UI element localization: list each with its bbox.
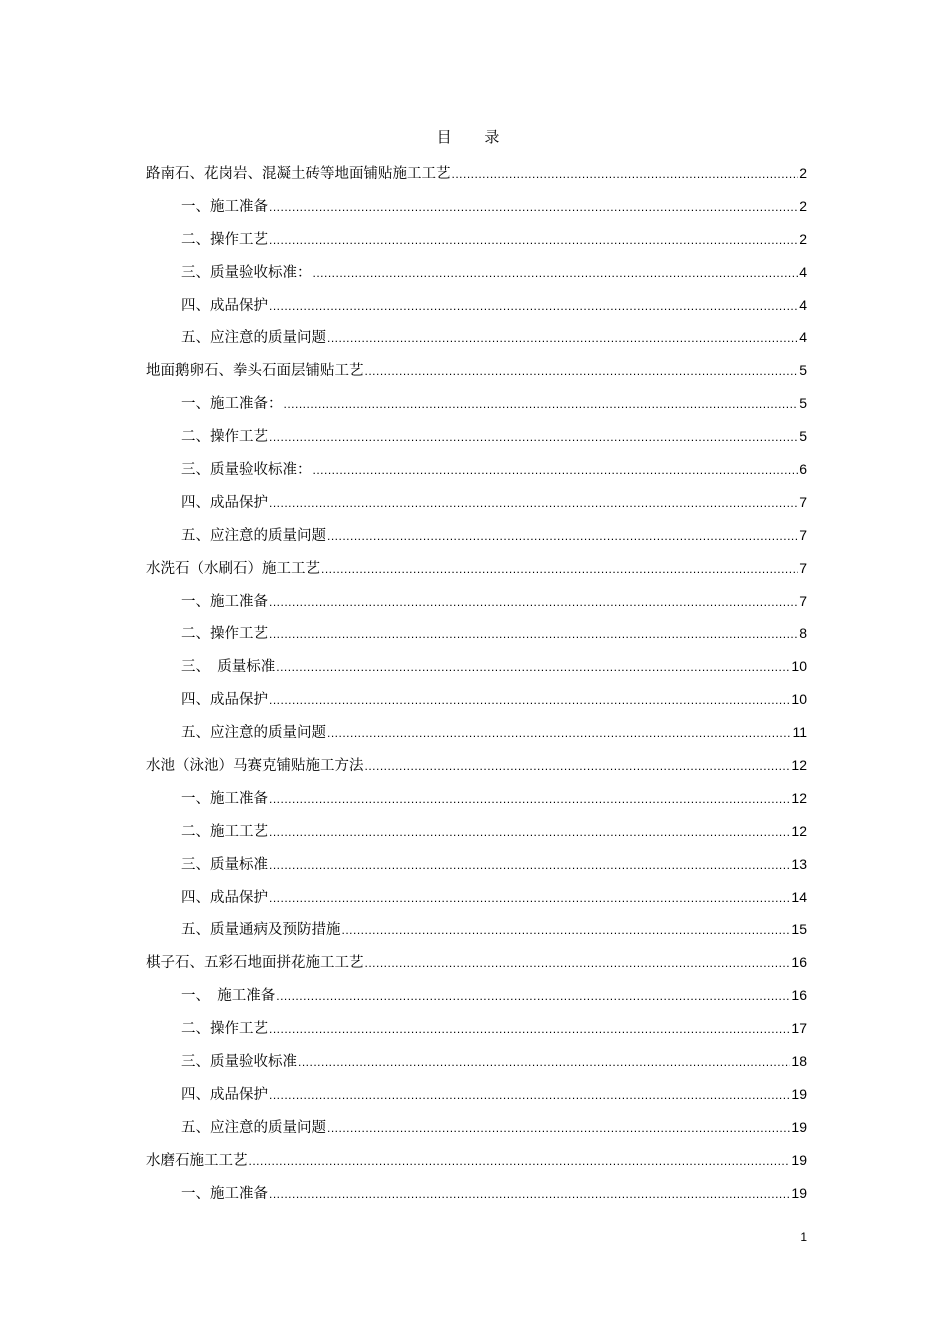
toc-subsection-entry[interactable] bbox=[146, 261, 807, 294]
toc-section-entry[interactable] bbox=[146, 951, 807, 984]
toc-subsection-entry[interactable] bbox=[146, 820, 807, 853]
toc-dot-leader bbox=[327, 327, 798, 349]
toc-entry-label: 水池（泳池）马赛克铺贴施工方法 bbox=[146, 758, 364, 775]
toc-subsection-entry[interactable] bbox=[146, 787, 807, 820]
toc-entry-label: 水磨石施工工艺 bbox=[146, 1152, 248, 1169]
toc-dot-leader bbox=[365, 360, 799, 382]
toc-dot-leader bbox=[269, 426, 798, 448]
toc-entry-page: 12 bbox=[791, 789, 807, 806]
toc-subsection-entry[interactable] bbox=[146, 195, 807, 228]
toc-dot-leader bbox=[269, 854, 790, 876]
toc-entry-page: 5 bbox=[799, 395, 807, 412]
toc-entry-page: 6 bbox=[799, 461, 807, 478]
toc-entry-label: 路南石、花岗岩、混凝土砖等地面铺贴施工工艺 bbox=[146, 166, 451, 182]
toc-entry-page: 7 bbox=[799, 526, 807, 543]
toc-subsection-entry[interactable] bbox=[146, 524, 807, 557]
toc-dot-leader bbox=[269, 821, 790, 843]
toc-entry-page: 18 bbox=[791, 1053, 807, 1070]
toc-subsection-entry[interactable] bbox=[146, 491, 807, 524]
toc-dot-leader bbox=[342, 919, 791, 941]
toc-entry-page: 2 bbox=[799, 197, 807, 214]
toc-entry-label: 四、成品保护 bbox=[181, 692, 268, 709]
toc-entry-label: 二、操作工艺 bbox=[181, 429, 268, 446]
toc-entry-label: 五、应注意的质量问题 bbox=[181, 725, 326, 742]
toc-entry-label: 五、应注意的质量问题 bbox=[181, 330, 326, 347]
toc-entry-label: 三、质量验收标准： bbox=[181, 462, 312, 479]
toc-title: 目 录 bbox=[436, 128, 514, 146]
toc-subsection-entry[interactable] bbox=[146, 853, 807, 886]
toc-dot-leader bbox=[365, 755, 791, 777]
toc-subsection-entry[interactable] bbox=[146, 326, 807, 359]
toc-section-entry[interactable] bbox=[146, 1149, 807, 1182]
toc-dot-leader bbox=[321, 558, 798, 580]
toc-entry-page: 14 bbox=[791, 888, 807, 905]
toc-entry-page: 11 bbox=[792, 724, 807, 741]
toc-dot-leader bbox=[284, 393, 799, 415]
toc-entry-label: 四、成品保护 bbox=[181, 1086, 268, 1103]
toc-entry-page: 4 bbox=[799, 329, 807, 346]
toc-section-entry[interactable] bbox=[146, 162, 807, 195]
toc-dot-leader bbox=[269, 1018, 790, 1040]
toc-entry-page: 12 bbox=[791, 757, 807, 774]
toc-entry-page: 17 bbox=[791, 1020, 807, 1037]
toc-dot-leader bbox=[269, 196, 798, 218]
toc-entry-label: 水洗石（水刷石）施工工艺 bbox=[146, 560, 320, 577]
toc-subsection-entry[interactable] bbox=[146, 721, 807, 754]
toc-dot-leader bbox=[313, 262, 799, 284]
toc-subsection-entry[interactable] bbox=[146, 1083, 807, 1116]
toc-subsection-entry[interactable] bbox=[146, 886, 807, 919]
toc-dot-leader bbox=[298, 1051, 790, 1073]
toc-dot-leader bbox=[276, 656, 790, 678]
toc-entry-page: 2 bbox=[799, 165, 807, 181]
toc-subsection-entry[interactable] bbox=[146, 228, 807, 261]
toc-entry-page: 5 bbox=[799, 362, 807, 379]
toc-entry-label: 二、操作工艺 bbox=[181, 231, 268, 248]
toc-dot-leader bbox=[269, 689, 790, 711]
toc-entry-page: 4 bbox=[799, 263, 807, 280]
toc-subsection-entry[interactable] bbox=[146, 425, 807, 458]
toc-entry-page: 19 bbox=[791, 1085, 807, 1102]
toc-entry-page: 7 bbox=[799, 493, 807, 510]
toc-entry-label: 一、施工准备： bbox=[181, 396, 283, 413]
toc-subsection-entry[interactable] bbox=[146, 1017, 807, 1050]
toc-entry-label: 五、应注意的质量问题 bbox=[181, 1119, 326, 1136]
toc-dot-leader bbox=[269, 623, 798, 645]
toc-entry-page: 2 bbox=[799, 230, 807, 247]
toc-section-entry[interactable] bbox=[146, 359, 807, 392]
toc-dot-leader bbox=[269, 295, 798, 317]
toc-entry-page: 19 bbox=[791, 1118, 807, 1135]
toc-dot-leader bbox=[313, 459, 799, 481]
toc-entry-page: 19 bbox=[791, 1151, 807, 1168]
toc-dot-leader bbox=[249, 1150, 791, 1172]
toc-section-entry[interactable] bbox=[146, 557, 807, 590]
toc-entry-page: 5 bbox=[799, 428, 807, 445]
toc-entry-label: 一、施工准备 bbox=[181, 790, 268, 807]
toc-dot-leader bbox=[452, 163, 799, 185]
table-of-contents bbox=[146, 162, 807, 1215]
toc-subsection-entry[interactable] bbox=[146, 590, 807, 623]
toc-entry-page: 10 bbox=[791, 691, 807, 708]
toc-subsection-entry[interactable] bbox=[146, 1050, 807, 1083]
toc-entry-page: 16 bbox=[791, 987, 807, 1004]
toc-entry-label: 一、 施工准备 bbox=[181, 988, 276, 1005]
toc-entry-label: 地面鹅卵石、拳头石面层铺贴工艺 bbox=[146, 363, 364, 380]
toc-entry-label: 四、成品保护 bbox=[181, 494, 268, 511]
toc-subsection-entry[interactable] bbox=[146, 918, 807, 951]
toc-entry-label: 四、成品保护 bbox=[181, 889, 268, 906]
toc-subsection-entry[interactable] bbox=[146, 622, 807, 655]
toc-dot-leader bbox=[327, 1117, 790, 1139]
toc-dot-leader bbox=[269, 591, 798, 613]
toc-dot-leader bbox=[327, 525, 798, 547]
toc-dot-leader bbox=[365, 952, 791, 974]
toc-dot-leader bbox=[269, 887, 790, 909]
toc-subsection-entry[interactable] bbox=[146, 655, 807, 688]
toc-subsection-entry[interactable] bbox=[146, 1116, 807, 1149]
toc-entry-label: 一、施工准备 bbox=[181, 1185, 268, 1202]
toc-entry-label: 五、应注意的质量问题 bbox=[181, 527, 326, 544]
toc-entry-label: 二、操作工艺 bbox=[181, 626, 268, 643]
toc-subsection-entry[interactable] bbox=[146, 392, 807, 425]
toc-entry-page: 10 bbox=[791, 658, 807, 675]
toc-entry-label: 三、质量验收标准： bbox=[181, 264, 312, 281]
toc-entry-label: 五、质量通病及预防措施 bbox=[181, 922, 341, 939]
toc-subsection-entry[interactable] bbox=[146, 458, 807, 491]
toc-subsection-entry[interactable] bbox=[146, 294, 807, 327]
toc-entry-page: 7 bbox=[799, 559, 807, 576]
toc-entry-page: 16 bbox=[791, 954, 807, 971]
toc-entry-label: 一、施工准备 bbox=[181, 593, 268, 610]
toc-entry-label: 四、成品保护 bbox=[181, 297, 268, 314]
toc-dot-leader bbox=[269, 1183, 790, 1205]
toc-entry-label: 三、质量标准 bbox=[181, 856, 268, 873]
toc-entry-page: 7 bbox=[799, 592, 807, 609]
toc-entry-label: 棋子石、五彩石地面拼花施工工艺 bbox=[146, 955, 364, 972]
toc-subsection-entry[interactable] bbox=[146, 688, 807, 721]
toc-dot-leader bbox=[269, 229, 798, 251]
toc-entry-label: 二、施工工艺 bbox=[181, 823, 268, 840]
toc-entry-page: 12 bbox=[791, 822, 807, 839]
toc-entry-page: 4 bbox=[799, 296, 807, 313]
toc-entry-label: 二、操作工艺 bbox=[181, 1021, 268, 1038]
toc-dot-leader bbox=[276, 985, 790, 1007]
toc-dot-leader bbox=[269, 1084, 790, 1106]
toc-dot-leader bbox=[327, 722, 791, 744]
toc-entry-page: 15 bbox=[791, 921, 807, 938]
toc-section-entry[interactable] bbox=[146, 754, 807, 787]
toc-entry-label: 三、 质量标准 bbox=[181, 659, 276, 676]
toc-entry-page: 13 bbox=[791, 855, 807, 872]
toc-subsection-entry[interactable] bbox=[146, 1182, 807, 1215]
toc-entry-page: 19 bbox=[791, 1184, 807, 1201]
toc-entry-label: 一、施工准备 bbox=[181, 198, 268, 215]
toc-subsection-entry[interactable] bbox=[146, 984, 807, 1017]
page-number: 1 bbox=[800, 1230, 807, 1244]
toc-entry-page: 8 bbox=[799, 625, 807, 642]
toc-entry-label: 三、质量验收标准 bbox=[181, 1054, 297, 1071]
toc-dot-leader bbox=[269, 788, 790, 810]
toc-dot-leader bbox=[269, 492, 798, 514]
